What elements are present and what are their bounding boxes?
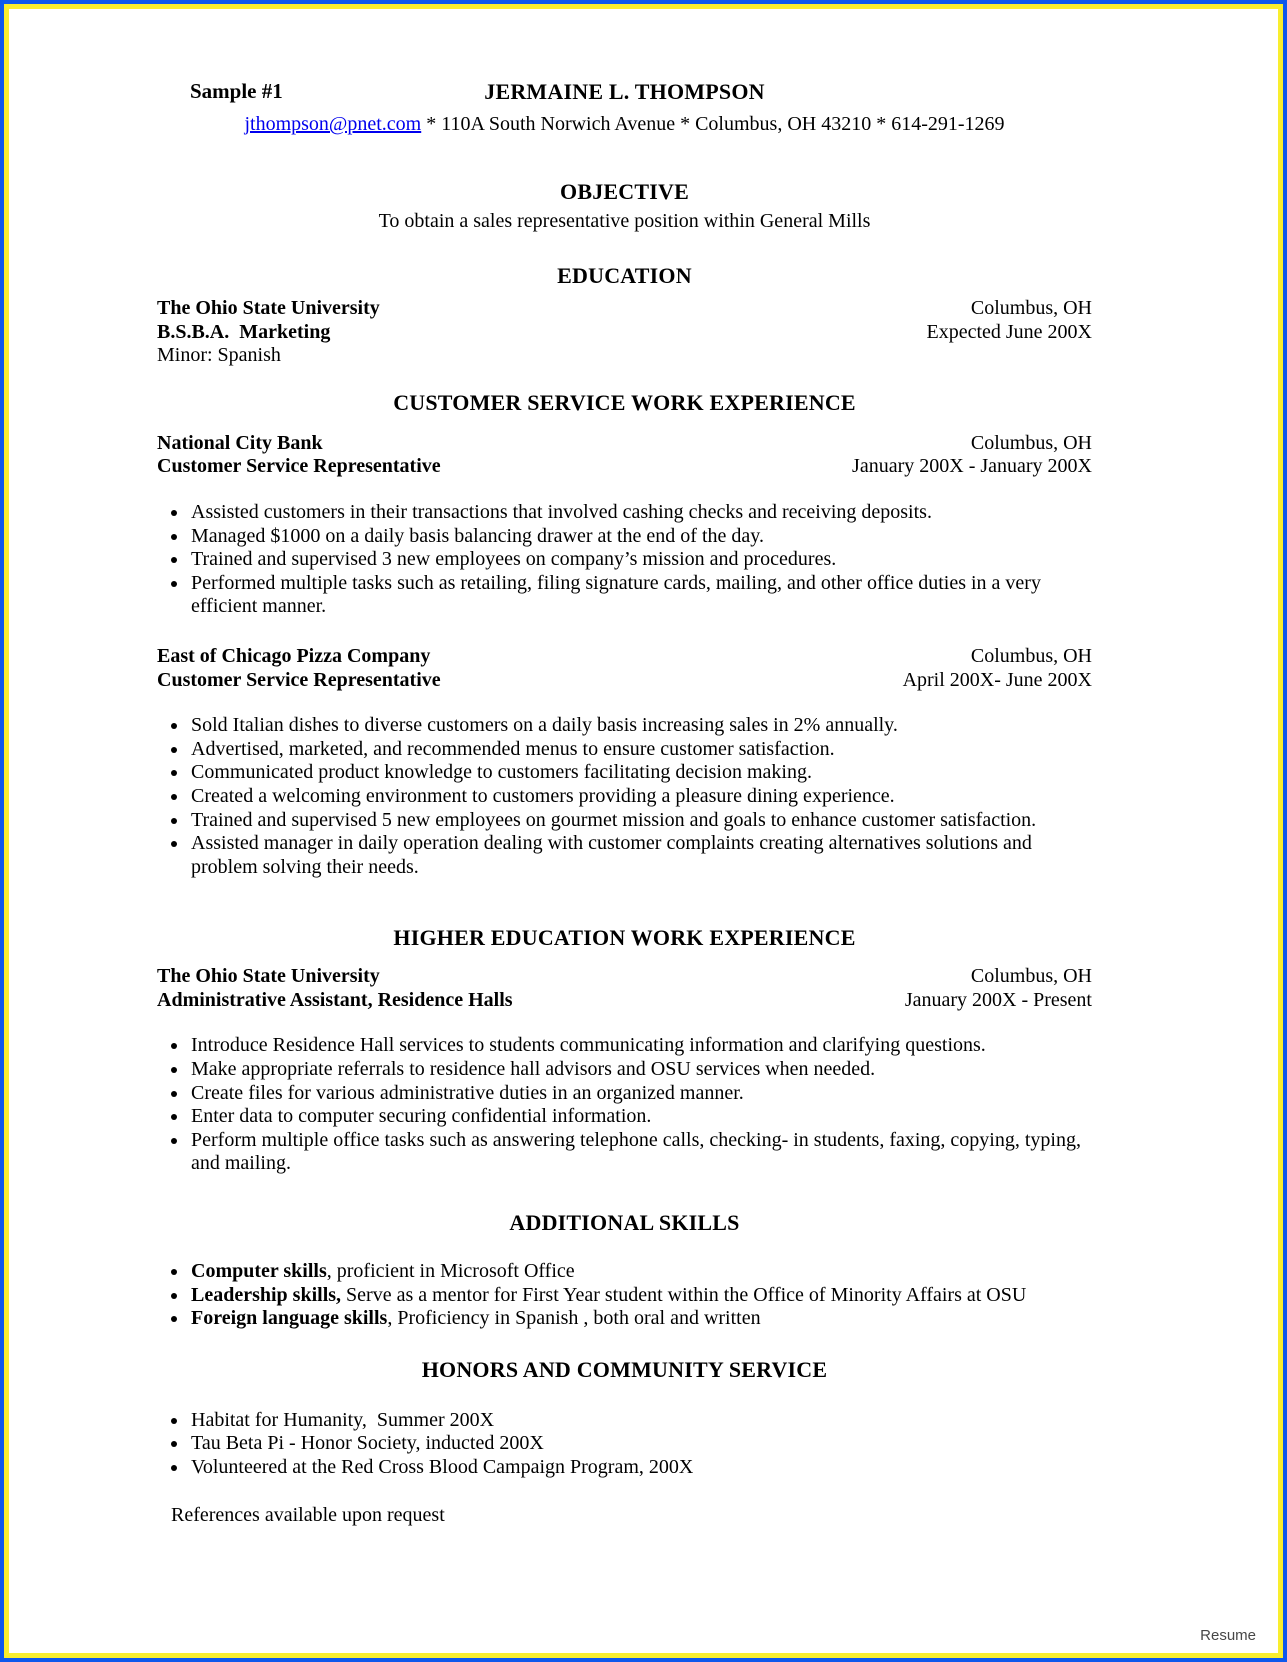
- job-dates: January 200X - Present: [904, 988, 1092, 1011]
- job-location: Columbus, OH: [970, 431, 1092, 454]
- email-link[interactable]: jthompson@pnet.com: [244, 113, 422, 135]
- page-inner-frame: [4, 4, 1283, 1658]
- bullet-item: • Performed multiple tasks such as retailing, filing signature cards, mailing, and other office duties in a very efficient manner.: [189, 572, 1092, 619]
- section-heading-higher-education: HIGHER EDUCATION WORK EXPERIENCE: [393, 925, 856, 951]
- candidate-name: JERMAINE L. THOMPSON: [484, 79, 765, 104]
- job-dates: January 200X - January 200X: [852, 455, 1092, 478]
- contact-line: [157, 113, 1092, 137]
- bullet-item: • Make appropriate referrals to residence hall advisors and OSU services when needed.: [189, 1058, 1092, 1082]
- sample-label: Sample #1: [190, 79, 283, 103]
- bullet-item: • Enter data to computer securing confidential information.: [189, 1105, 1092, 1129]
- skill-rest: Serve as a mentor for First Year student within the Office of Minority Affairs at OSU: [341, 1283, 1027, 1306]
- bullet-item: • Communicated product knowledge to customers facilitating decision making.: [189, 761, 1092, 785]
- job-east-of-chicago-pizza: [157, 645, 1092, 879]
- bullet-item: • Perform multiple office tasks such as answering telephone calls, checking- in students, faxing, copying, typing, and mailing.: [189, 1129, 1092, 1176]
- section-heading-honors: HONORS AND COMMUNITY SERVICE: [421, 1356, 828, 1382]
- bullet-item: • Trained and supervised 3 new employees on company’s mission and procedures.: [189, 548, 1092, 572]
- bullet-item: • Introduce Residence Hall services to students communicating information and clarifying questions.: [189, 1034, 1092, 1058]
- education-row-minor: [157, 344, 1092, 368]
- skill-rest: , Proficiency in Spanish , both oral and written: [387, 1307, 761, 1330]
- skill-item: [189, 1260, 1092, 1284]
- skill-lead: Leadership skills,: [191, 1283, 342, 1306]
- bullet-item: • Managed $1000 on a daily basis balancing drawer at the end of the day.: [189, 525, 1092, 549]
- resume-header: [157, 79, 1092, 107]
- education-degree: B.S.B.A. Marketing: [157, 320, 331, 343]
- resume-page: [9, 9, 1278, 1653]
- skills-bullet-list: [157, 1260, 1092, 1331]
- watermark-label: Resume: [1200, 1627, 1256, 1645]
- education-location: Columbus, OH: [970, 297, 1092, 320]
- job-location: Columbus, OH: [970, 965, 1092, 988]
- honor-item: • Habitat for Humanity, Summer 200X: [189, 1409, 1092, 1433]
- bullet-item: • Sold Italian dishes to diverse customers on a daily basis increasing sales in 2% annually.: [189, 714, 1092, 738]
- job-title-row: [157, 455, 1092, 479]
- bullet-item: • Create files for various administrative duties in an organized manner.: [189, 1082, 1092, 1106]
- job-title: Administrative Assistant, Residence Halls: [157, 988, 513, 1011]
- bullet-item: • Assisted customers in their transactions that involved cashing checks and receiving deposits.: [189, 501, 1092, 525]
- job-title: Customer Service Representative: [157, 455, 441, 478]
- section-heading-customer-service: CUSTOMER SERVICE WORK EXPERIENCE: [393, 389, 856, 415]
- section-heading-objective: OBJECTIVE: [560, 178, 689, 204]
- education-date: Expected June 200X: [926, 320, 1092, 343]
- section-heading-additional-skills: ADDITIONAL SKILLS: [509, 1210, 740, 1236]
- section-heading-education: EDUCATION: [557, 263, 692, 289]
- skill-lead: Computer skills: [191, 1259, 327, 1282]
- skill-rest: , proficient in Microsoft Office: [326, 1259, 575, 1282]
- skill-lead: Foreign language skills: [191, 1307, 388, 1330]
- honors-bullet-list: [157, 1409, 1092, 1480]
- education-minor: Minor: Spanish: [157, 344, 281, 367]
- job-bullet-list: [157, 501, 1092, 619]
- job-title-row: [157, 669, 1092, 693]
- education-row-school: [157, 297, 1092, 321]
- job-bullet-list: [157, 714, 1092, 879]
- job-header-row: [157, 965, 1092, 989]
- honor-item: • Volunteered at the Red Cross Blood Campaign Program, 200X: [189, 1456, 1092, 1480]
- education-row-degree: [157, 321, 1092, 345]
- contact-rest: * 110A South Norwich Avenue * Columbus, OH 43210 * 614-291-1269: [421, 113, 1005, 135]
- bullet-item: • Assisted manager in daily operation dealing with customer complaints creating alternatives solutions and problem solving their needs.: [189, 832, 1092, 879]
- job-company: The Ohio State University: [157, 965, 380, 988]
- job-osu-admin-assistant: [157, 965, 1092, 1176]
- job-title: Customer Service Representative: [157, 668, 441, 691]
- job-dates: April 200X- June 200X: [902, 668, 1092, 691]
- job-title-row: [157, 989, 1092, 1013]
- job-header-row: [157, 645, 1092, 669]
- bullet-item: • Advertised, marketed, and recommended menus to ensure customer satisfaction.: [189, 738, 1092, 762]
- objective-text: To obtain a sales representative position within General Mills: [378, 209, 871, 232]
- bullet-item: • Trained and supervised 5 new employees on gourmet mission and goals to enhance customer satisfaction.: [189, 809, 1092, 833]
- bullet-item: • Created a welcoming environment to customers providing a pleasure dining experience.: [189, 785, 1092, 809]
- job-bullet-list: [157, 1034, 1092, 1176]
- skill-item: [189, 1307, 1092, 1331]
- job-header-row: [157, 432, 1092, 456]
- job-company: National City Bank: [157, 431, 323, 454]
- job-company: East of Chicago Pizza Company: [157, 644, 431, 667]
- skill-item: [189, 1284, 1092, 1308]
- references-note: References available upon request: [171, 1503, 445, 1526]
- honor-item: • Tau Beta Pi - Honor Society, inducted 200X: [189, 1432, 1092, 1456]
- job-national-city-bank: [157, 432, 1092, 619]
- job-location: Columbus, OH: [970, 644, 1092, 667]
- education-school: The Ohio State University: [157, 297, 380, 320]
